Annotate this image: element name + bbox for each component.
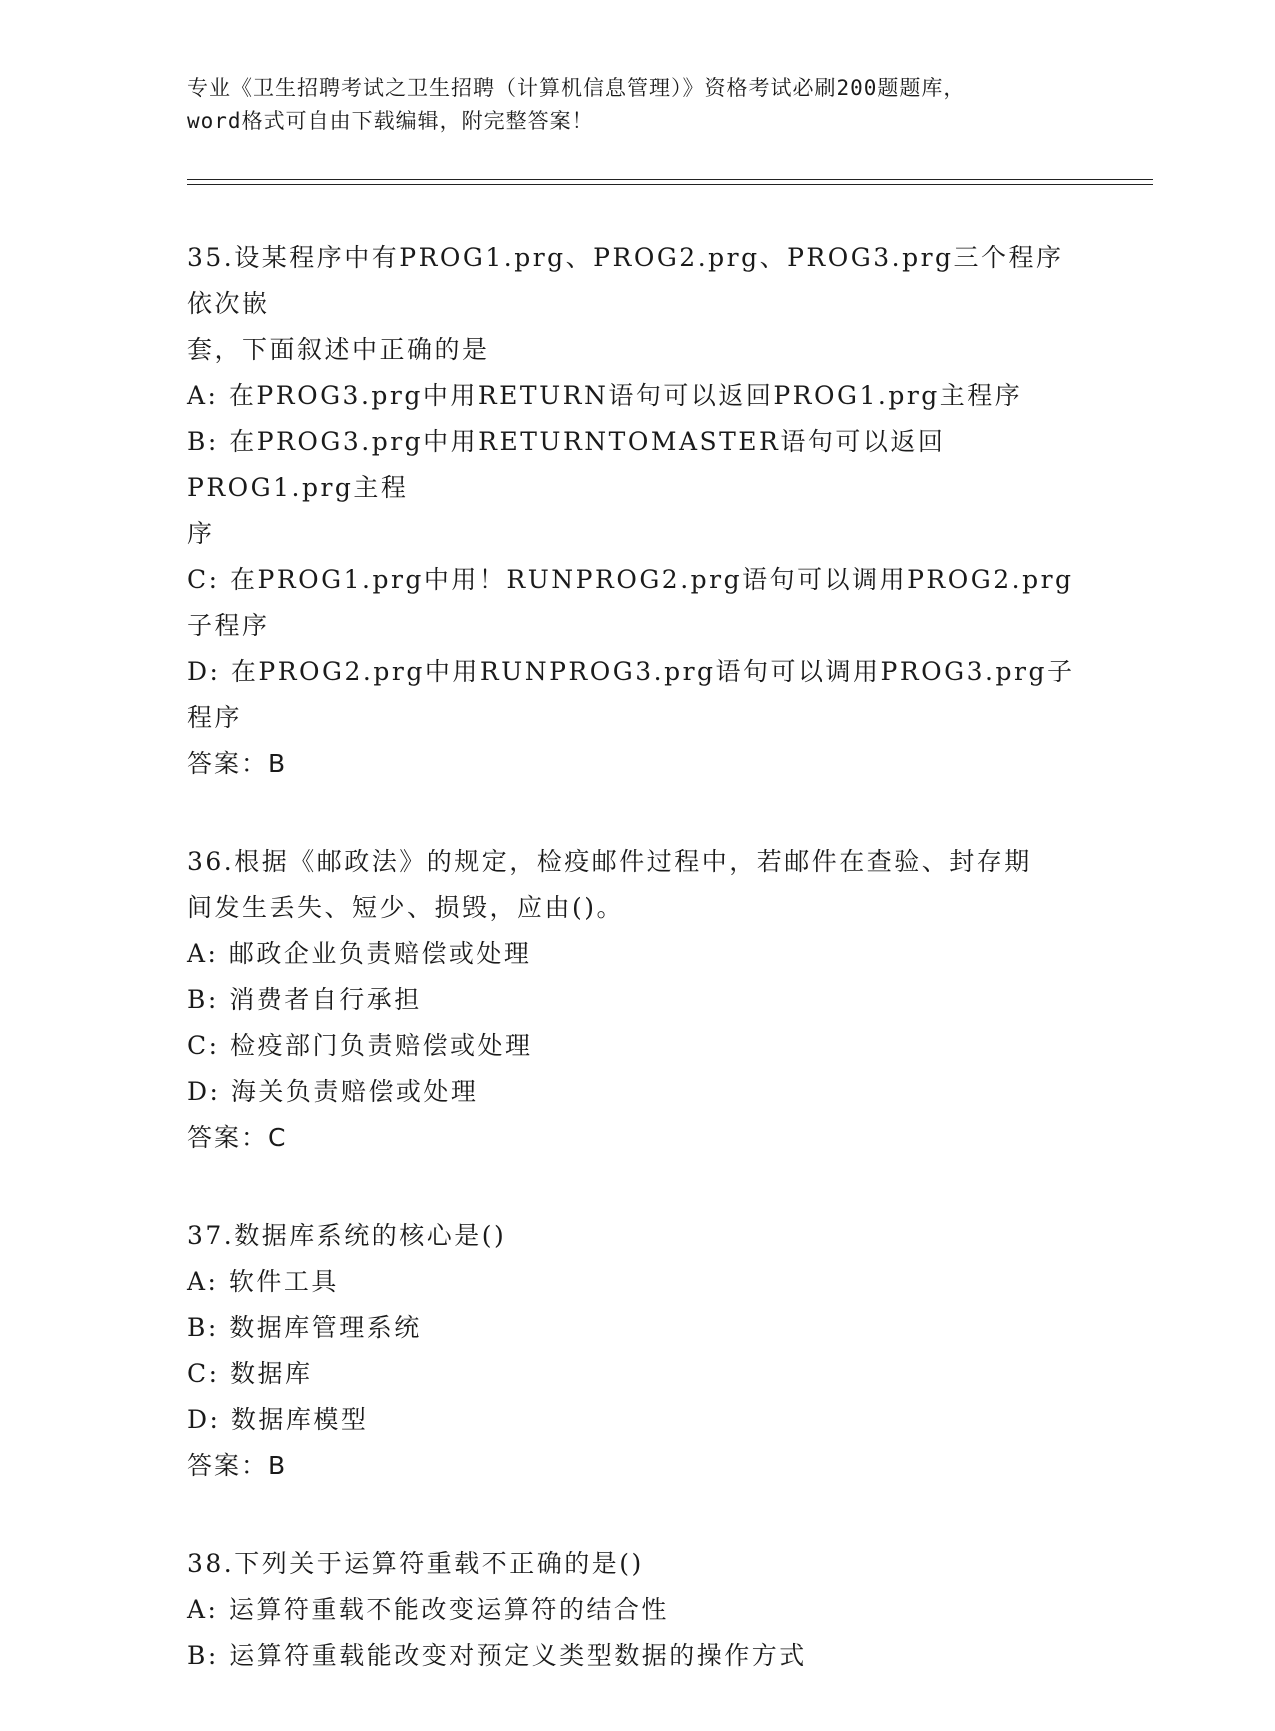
option-c: C: 数据库	[187, 1359, 313, 1388]
option-a: A: 在PROG3.prg中用RETURN语句可以返回PROG1.prg主程序	[187, 381, 1023, 410]
option-c: C: 检疫部门负责赔偿或处理	[187, 1031, 533, 1060]
option-c: C: 在PROG1.prg中用！RUNPROG2.prg语句可以调用PROG2.prg子程序	[187, 565, 1074, 640]
option-b: B: 消费者自行承担	[187, 985, 422, 1014]
question-stem: 套，下面叙述中正确的是	[187, 335, 490, 364]
answer-label: 答案：C	[187, 1123, 288, 1152]
option-a: A: 运算符重载不能改变运算符的结合性	[187, 1595, 669, 1624]
option-b: 序	[187, 519, 215, 548]
option-b: B: 在PROG3.prg中用RETURNTOMASTER语句可以返回PROG1.prg主程	[187, 427, 946, 502]
question-stem: 间发生丢失、短少、损毁，应由()。	[187, 893, 625, 922]
header-line-2: word格式可自由下载编辑，附完整答案！	[187, 109, 594, 133]
option-b: B: 数据库管理系统	[187, 1313, 422, 1342]
question-36	[187, 839, 1087, 1161]
document-header	[187, 72, 1087, 138]
answer-label: 答案：B	[187, 749, 288, 778]
question-stem: 35.设某程序中有PROG1.prg、PROG2.prg、PROG3.prg三个程序依次嵌	[187, 243, 1064, 318]
option-a: A: 软件工具	[187, 1267, 339, 1296]
question-38	[187, 1541, 1087, 1679]
question-stem: 36.根据《邮政法》的规定，检疫邮件过程中，若邮件在查验、封存期	[187, 847, 1032, 876]
option-b: B: 运算符重载能改变对预定义类型数据的操作方式	[187, 1641, 807, 1670]
option-d: D: 海关负责赔偿或处理	[187, 1077, 479, 1106]
answer-label: 答案：B	[187, 1451, 288, 1480]
option-d: D: 在PROG2.prg中用RUNPROG3.prg语句可以调用PROG3.prg子程序	[187, 657, 1075, 732]
option-d: D: 数据库模型	[187, 1405, 369, 1434]
option-a: A: 邮政企业负责赔偿或处理	[187, 939, 532, 968]
question-35	[187, 235, 1087, 787]
question-stem: 37.数据库系统的核心是()	[187, 1221, 507, 1250]
header-divider-bottom	[187, 184, 1153, 185]
question-stem: 38.下列关于运算符重载不正确的是()	[187, 1549, 644, 1578]
header-divider-top	[187, 179, 1153, 180]
question-list	[187, 235, 1087, 1731]
header-line-1: 专业《卫生招聘考试之卫生招聘（计算机信息管理）》资格考试必刷200题题库，	[187, 76, 966, 100]
question-37	[187, 1213, 1087, 1489]
